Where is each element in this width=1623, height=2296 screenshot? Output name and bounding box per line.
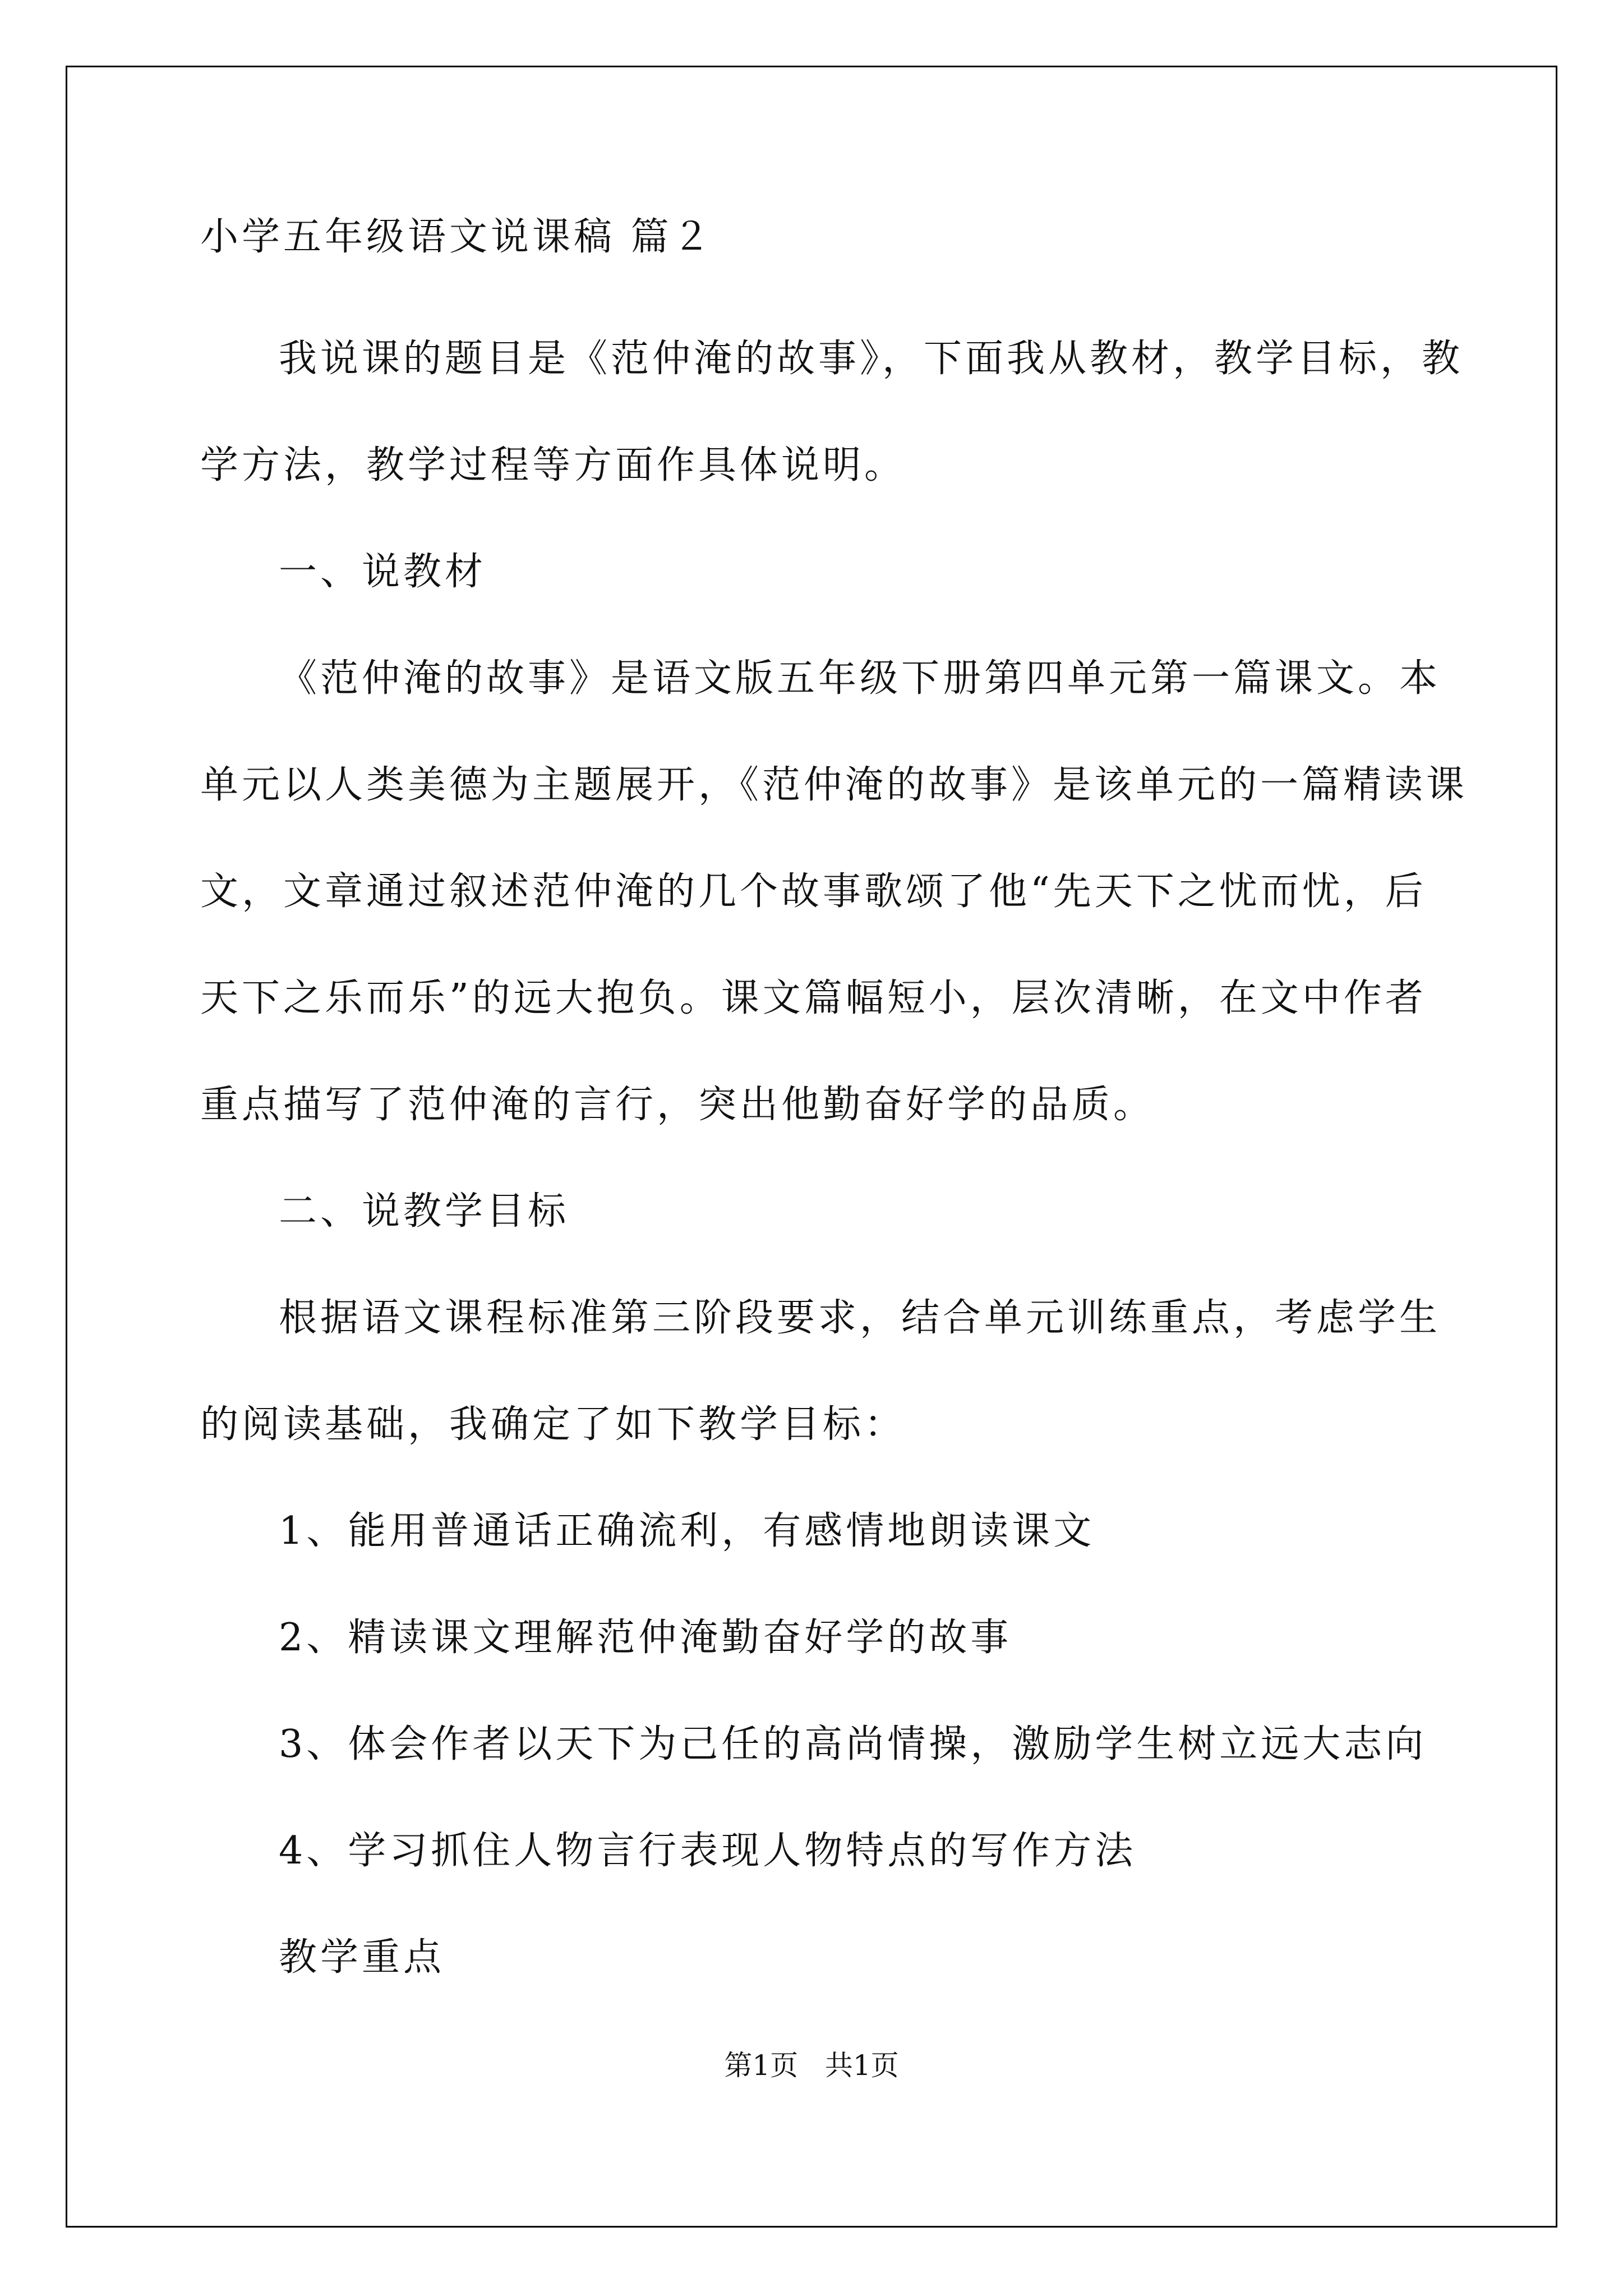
paragraph-line: 单元以人类美德为主题展开，《范仲淹的故事》是该单元的一篇精读课 — [200, 763, 1468, 807]
paragraph-line: 的阅读基础，我确定了如下教学目标： — [200, 1402, 906, 1447]
list-item: 4、学习抓住人物言行表现人物特点的写作方法 — [279, 1829, 1137, 1873]
paragraph-line: 文，文章通过叙述范仲淹的几个故事歌颂了他“先天下之忧而忧，后 — [200, 869, 1427, 914]
section-heading: 教学重点 — [279, 1935, 445, 1980]
paragraph-line: 重点描写了范仲淹的言行，突出他勤奋好学的品质。 — [200, 1083, 1155, 1127]
paragraph-line: 我说课的题目是《范仲淹的故事》，下面我从教材，教学目标，教 — [279, 337, 1464, 381]
page-number-footer: 第1页 共1页 — [724, 2049, 899, 2082]
document-title: 小学五年级语文说课稿 篇２ — [200, 215, 714, 259]
list-item: 2、精读课文理解范仲淹勤奋好学的故事 — [279, 1616, 1012, 1660]
paragraph-line: 天下之乐而乐”的远大抱负。课文篇幅短小，层次清晰，在文中作者 — [200, 976, 1427, 1020]
list-item: 3、体会作者以天下为己任的高尚情操，激励学生树立远大志向 — [279, 1722, 1427, 1766]
paragraph-line: 《范仲淹的故事》是语文版五年级下册第四单元第一篇课文。本 — [279, 656, 1441, 701]
page-border — [66, 66, 1557, 2228]
section-heading: 一、说教材 — [279, 550, 487, 594]
list-item: 1、能用普通话正确流利，有感情地朗读课文 — [279, 1509, 1095, 1553]
section-heading: 二、说教学目标 — [279, 1189, 570, 1234]
paragraph-line: 根据语文课程标准第三阶段要求，结合单元训练重点，考虑学生 — [279, 1296, 1441, 1340]
paragraph-line: 学方法，教学过程等方面作具体说明。 — [200, 443, 906, 487]
